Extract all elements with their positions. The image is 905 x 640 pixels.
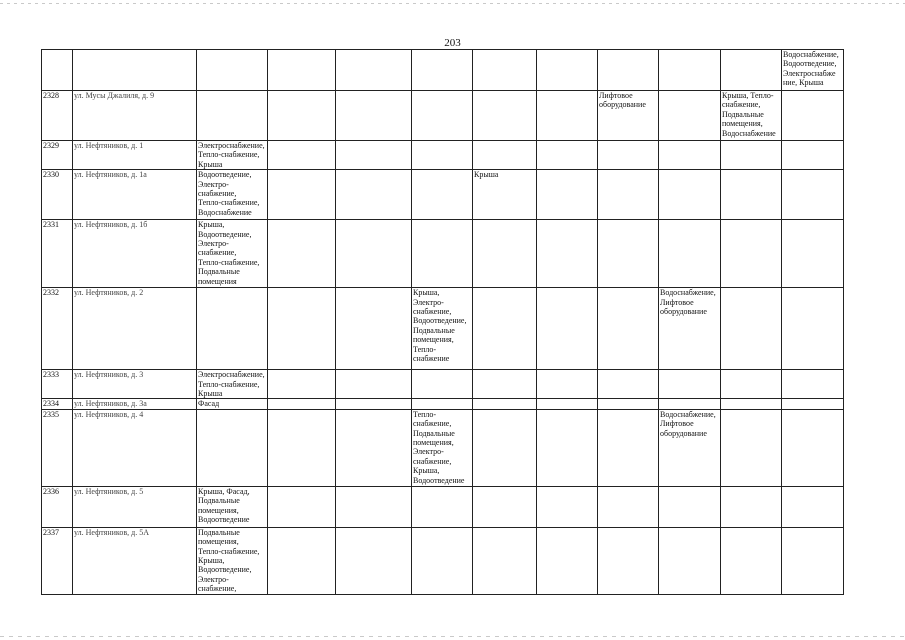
- works-cell: [197, 288, 268, 370]
- address-cell: ул. Нефтяников, д. 4: [73, 409, 197, 486]
- works-cell: [659, 370, 721, 399]
- row-number: [42, 50, 73, 91]
- works-cell: [197, 50, 268, 91]
- works-cell: [659, 50, 721, 91]
- works-cell: [721, 486, 782, 527]
- works-cell: [336, 288, 412, 370]
- works-cell: [598, 370, 659, 399]
- works-cell: [721, 370, 782, 399]
- works-cell: [412, 370, 473, 399]
- works-cell: [473, 288, 537, 370]
- row-number: 2334: [42, 399, 73, 409]
- works-cell: [537, 409, 598, 486]
- table-row: [42, 220, 844, 288]
- address-cell: ул. Нефтяников, д. 2: [73, 288, 197, 370]
- works-cell: [721, 409, 782, 486]
- works-cell: Крыша, Тепло- снабжение, Подвальные помещения, Водоснабжение: [721, 91, 782, 141]
- row-number: 2331: [42, 220, 73, 288]
- works-cell: [268, 486, 336, 527]
- address-cell: [73, 50, 197, 91]
- works-cell: [659, 220, 721, 288]
- address-cell: ул. Нефтяников, д. 5: [73, 486, 197, 527]
- works-cell: [721, 50, 782, 91]
- works-cell: [659, 399, 721, 409]
- works-cell: Крыша, Электро- снабжение, Водоотведение, Подвальные помещения, Тепло- снабжение: [412, 288, 473, 370]
- works-cell: [412, 91, 473, 141]
- works-cell: Подвальные помещения, Тепло-снабжение, Крыша, Водоотведение, Электро- снабжение,: [197, 527, 268, 594]
- works-cell: [721, 141, 782, 170]
- works-cell: [782, 409, 844, 486]
- works-cell: [268, 288, 336, 370]
- works-cell: [473, 399, 537, 409]
- works-cell: [412, 50, 473, 91]
- works-cell: [197, 409, 268, 486]
- works-cell: [412, 486, 473, 527]
- works-cell: [268, 91, 336, 141]
- works-cell: [412, 399, 473, 409]
- works-cell: [659, 91, 721, 141]
- address-cell: ул. Мусы Джалиля, д. 9: [73, 91, 197, 141]
- works-cell: [537, 91, 598, 141]
- works-cell: Электроснабжение, Тепло-снабжение, Крыша: [197, 141, 268, 170]
- works-cell: [268, 409, 336, 486]
- works-cell: [598, 288, 659, 370]
- works-cell: [473, 220, 537, 288]
- works-cell: Водоотведение, Электро- снабжение, Тепло-снабжение, Водоснабжение: [197, 170, 268, 220]
- works-cell: [336, 50, 412, 91]
- works-cell: [268, 399, 336, 409]
- table-row: [42, 370, 844, 399]
- works-cell: [598, 409, 659, 486]
- works-cell: Крыша, Фасад, Подвальные помещения, Водоотведение: [197, 486, 268, 527]
- table-row: [42, 91, 844, 141]
- works-cell: [598, 220, 659, 288]
- address-cell: ул. Нефтяников, д. 3: [73, 370, 197, 399]
- works-cell: [782, 220, 844, 288]
- works-cell: [336, 141, 412, 170]
- address-cell: ул. Нефтяников, д. 1: [73, 141, 197, 170]
- repair-schedule-table: [41, 49, 844, 595]
- works-cell: [268, 370, 336, 399]
- address-cell: ул. Нефтяников, д. 1а: [73, 170, 197, 220]
- works-cell: [782, 399, 844, 409]
- works-cell: [659, 141, 721, 170]
- table-row: [42, 527, 844, 594]
- row-number: 2329: [42, 141, 73, 170]
- row-number: 2330: [42, 170, 73, 220]
- works-cell: [721, 170, 782, 220]
- row-number: 2333: [42, 370, 73, 399]
- works-cell: [537, 220, 598, 288]
- works-cell: Водоснабжение, Водоотведение, Электроснабже ние, Крыша: [782, 50, 844, 91]
- works-cell: [782, 288, 844, 370]
- works-cell: [336, 220, 412, 288]
- works-cell: [782, 527, 844, 594]
- works-cell: [473, 91, 537, 141]
- works-cell: [721, 399, 782, 409]
- works-cell: [336, 91, 412, 141]
- works-cell: [336, 527, 412, 594]
- works-cell: [336, 370, 412, 399]
- works-cell: [268, 220, 336, 288]
- works-cell: [598, 170, 659, 220]
- works-cell: Крыша, Водоотведение, Электро- снабжение, Тепло-снабжение, Подвальные помещения: [197, 220, 268, 288]
- works-cell: Крыша: [473, 170, 537, 220]
- works-cell: [473, 527, 537, 594]
- works-cell: [782, 370, 844, 399]
- works-cell: [473, 50, 537, 91]
- works-cell: [782, 91, 844, 141]
- works-cell: [598, 141, 659, 170]
- row-number: 2336: [42, 486, 73, 527]
- works-cell: Тепло- снабжение, Подвальные помещения, Электро- снабжение, Крыша, Водоотведение: [412, 409, 473, 486]
- works-cell: [268, 50, 336, 91]
- row-number: 2328: [42, 91, 73, 141]
- works-cell: [336, 409, 412, 486]
- works-cell: [412, 527, 473, 594]
- works-cell: Электроснабжение, Тепло-снабжение, Крыша: [197, 370, 268, 399]
- works-cell: [537, 399, 598, 409]
- works-cell: [537, 170, 598, 220]
- table-row: [42, 409, 844, 486]
- row-number: 2337: [42, 527, 73, 594]
- works-cell: [537, 50, 598, 91]
- works-cell: [473, 486, 537, 527]
- address-cell: ул. Нефтяников, д. 5А: [73, 527, 197, 594]
- works-cell: [412, 141, 473, 170]
- works-cell: [473, 370, 537, 399]
- works-cell: [598, 50, 659, 91]
- address-cell: ул. Нефтяников, д. 1б: [73, 220, 197, 288]
- works-cell: [537, 486, 598, 527]
- works-cell: [336, 399, 412, 409]
- table-row: [42, 486, 844, 527]
- scan-edge-top: [0, 3, 905, 4]
- works-cell: [659, 527, 721, 594]
- address-cell: ул. Нефтяников, д. 3а: [73, 399, 197, 409]
- works-cell: [598, 486, 659, 527]
- works-cell: [268, 527, 336, 594]
- works-cell: [537, 288, 598, 370]
- works-cell: [721, 527, 782, 594]
- works-cell: [473, 141, 537, 170]
- works-cell: [721, 288, 782, 370]
- table-row: [42, 288, 844, 370]
- works-cell: [721, 220, 782, 288]
- works-cell: [659, 170, 721, 220]
- works-cell: Водоснабжение, Лифтовое оборудование: [659, 409, 721, 486]
- works-cell: [197, 91, 268, 141]
- works-cell: Лифтовое оборудование: [598, 91, 659, 141]
- page-number: 203: [444, 37, 461, 49]
- row-number: 2335: [42, 409, 73, 486]
- works-cell: Водоснабжение, Лифтовое оборудование: [659, 288, 721, 370]
- scan-edge-bottom: [0, 636, 905, 637]
- table-row: [42, 399, 844, 409]
- works-cell: [336, 486, 412, 527]
- works-cell: [537, 370, 598, 399]
- works-cell: [268, 141, 336, 170]
- works-cell: [782, 486, 844, 527]
- works-cell: [412, 220, 473, 288]
- works-cell: [537, 527, 598, 594]
- table-row: [42, 170, 844, 220]
- works-cell: [659, 486, 721, 527]
- row-number: 2332: [42, 288, 73, 370]
- works-cell: [537, 141, 598, 170]
- table-continuation-row: [42, 50, 844, 91]
- works-cell: [412, 170, 473, 220]
- works-cell: [782, 141, 844, 170]
- works-cell: Фасад: [197, 399, 268, 409]
- works-cell: [473, 409, 537, 486]
- works-cell: [336, 170, 412, 220]
- works-cell: [598, 527, 659, 594]
- table-row: [42, 141, 844, 170]
- works-cell: [598, 399, 659, 409]
- works-cell: [782, 170, 844, 220]
- works-cell: [268, 170, 336, 220]
